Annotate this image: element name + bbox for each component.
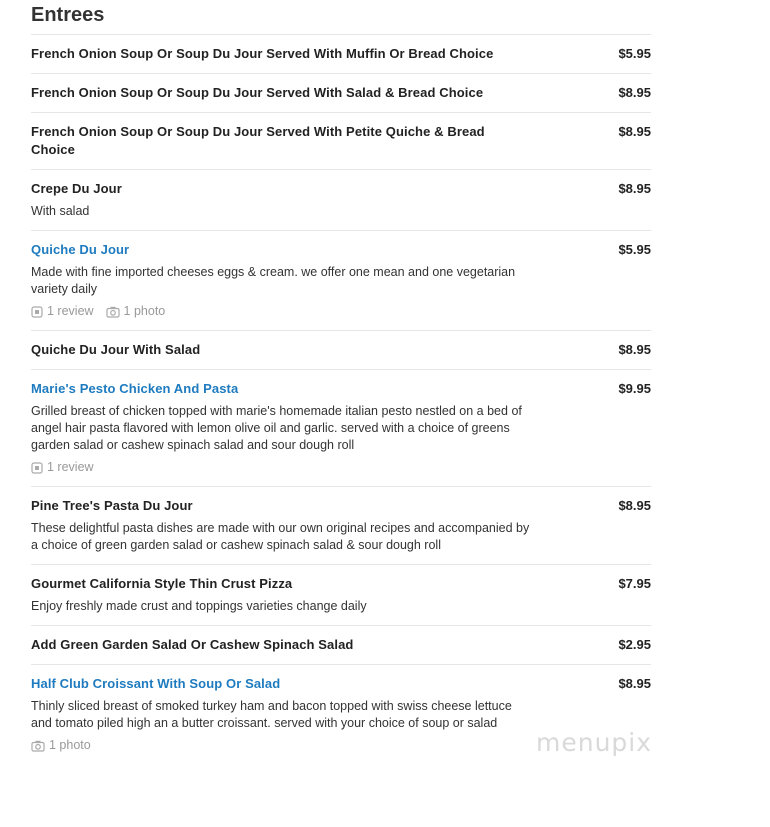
menu-item [31, 169, 651, 230]
menu-item-price: $9.95 [618, 381, 651, 396]
camera-icon [106, 306, 120, 318]
menu-item [31, 369, 651, 486]
menu-item-description: Made with fine imported cheeses eggs & cream. we offer one mean and one vegetarian variety daily [31, 265, 516, 296]
menu-item-header [31, 380, 651, 398]
menu-item-description: Enjoy freshly made crust and toppings varieties change daily [31, 599, 367, 613]
menu-item-header [31, 636, 651, 654]
menu-item-price: $8.95 [618, 85, 651, 100]
menu-item-price: $7.95 [618, 576, 651, 591]
menu-item-header [31, 84, 651, 102]
menu-item-price: $8.95 [618, 124, 651, 139]
menu-item-name[interactable]: Quiche Du Jour [31, 242, 130, 257]
photo-count: 1 photo [49, 738, 91, 752]
menu-item-price: $5.95 [618, 46, 651, 61]
menu-item-description: These delightful pasta dishes are made with our own original recipes and accompanied by a choice of green garden salad or cashew spinach salad & sour dough roll [31, 521, 530, 552]
menu-item [31, 330, 651, 369]
review-icon [31, 462, 43, 474]
menu-item [31, 34, 651, 73]
menu-item-name: Quiche Du Jour With Salad [31, 342, 201, 357]
menu-item-header [31, 180, 651, 198]
menu-item-price: $8.95 [618, 498, 651, 513]
menu-item-name: Add Green Garden Salad Or Cashew Spinach Salad [31, 637, 354, 652]
review-icon [31, 306, 43, 318]
menu-item [31, 564, 651, 625]
menu-item-description: Thinly sliced breast of smoked turkey ham and bacon topped with swiss cheese lettuce and tomato piled high an a butter croissant. served with your choice of soup or salad [31, 699, 512, 730]
menu-item-name: Pine Tree's Pasta Du Jour [31, 498, 193, 513]
menu-item-price: $8.95 [618, 676, 651, 691]
review-count: 1 review [47, 304, 94, 318]
menu-item [31, 112, 651, 169]
camera-icon [31, 740, 45, 752]
menu-item [31, 486, 651, 564]
menu-item-description: Grilled breast of chicken topped with marie's homemade italian pesto nestled on a bed of angel hair pasta flavored with lemon olive oil and garlic. served with a choice of greens garden salad or cashew spinach salad and sour dough roll [31, 404, 522, 452]
review-link[interactable] [31, 303, 94, 320]
menu-item-header [31, 341, 651, 359]
menu-item-header [31, 675, 651, 693]
review-count: 1 review [47, 460, 94, 474]
section-title: Entrees [31, 4, 105, 26]
menu-item-header [31, 497, 651, 515]
menu-item-header [31, 45, 651, 63]
menu-item-name: Crepe Du Jour [31, 181, 122, 196]
review-link[interactable] [31, 459, 94, 476]
menu-item-name: Gourmet California Style Thin Crust Pizza [31, 576, 293, 591]
menu-list [31, 34, 651, 764]
menu-item [31, 625, 651, 664]
menu-item-price: $2.95 [618, 637, 651, 652]
menu-item-price: $8.95 [618, 342, 651, 357]
menu-item [31, 230, 651, 330]
watermark-logo: menupix [536, 728, 653, 757]
menu-item-header [31, 575, 651, 593]
menu-item-name: French Onion Soup Or Soup Du Jour Served With Petite Quiche & Bread Choice [31, 124, 485, 157]
menu-item-name[interactable]: Marie's Pesto Chicken And Pasta [31, 381, 239, 396]
menu-item-name: French Onion Soup Or Soup Du Jour Served With Muffin Or Bread Choice [31, 46, 494, 61]
photo-link[interactable] [31, 737, 91, 754]
photo-link[interactable] [106, 303, 166, 320]
menu-item-header [31, 241, 651, 259]
menu-item-price: $5.95 [618, 242, 651, 257]
menu-item-header [31, 123, 651, 159]
photo-count: 1 photo [123, 304, 166, 318]
menu-item-name: French Onion Soup Or Soup Du Jour Served With Salad & Bread Choice [31, 85, 484, 100]
menu-item-price: $8.95 [618, 181, 651, 196]
menu-item-description: With salad [31, 204, 90, 218]
menu-item-meta [31, 459, 651, 476]
menu-item-name[interactable]: Half Club Croissant With Soup Or Salad [31, 676, 281, 691]
menu-item-meta [31, 303, 651, 320]
menu-item [31, 73, 651, 112]
